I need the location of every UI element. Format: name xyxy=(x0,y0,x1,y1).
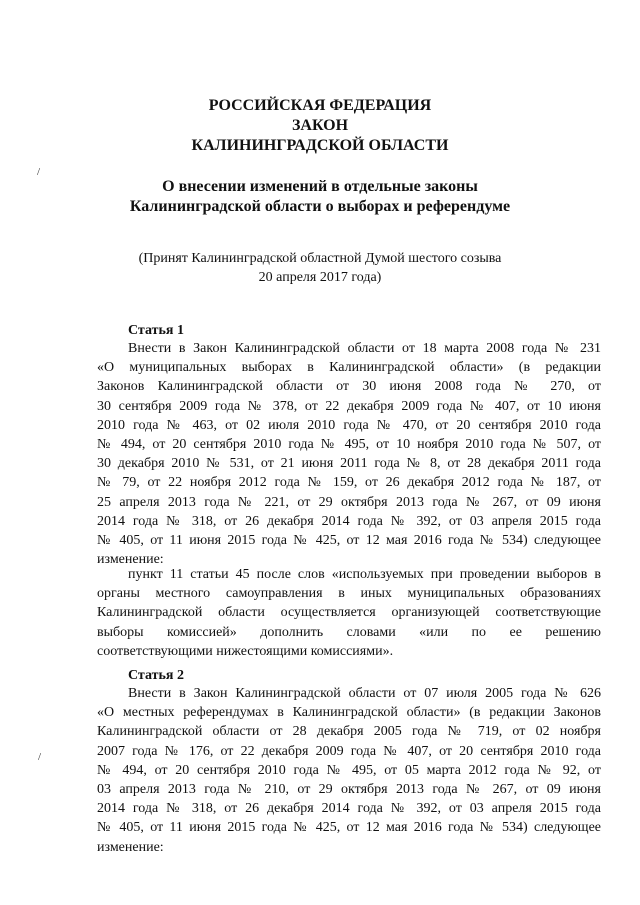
text-line: 30 сентября 2009 года № 378, от 22 декабря 2009 года № 407, от 10 июня xyxy=(97,398,601,414)
article-2-heading: Статья 2 xyxy=(128,668,184,683)
text-line: «О муниципальных выборах в Калининградской области» (в редакции xyxy=(97,360,601,376)
text-line: 2010 года № 463, от 02 июля 2010 года № 470, от 20 сентября 2010 года xyxy=(97,417,601,433)
title-line: Калининградской области о выборах и референдуме xyxy=(129,198,511,215)
document-title xyxy=(0,177,640,217)
text-line: 30 декабря 2010 № 531, от 21 июня 2011 года № 8, от 28 декабря 2011 года xyxy=(97,456,601,472)
document-header xyxy=(0,96,640,156)
text-line: Внести в Закон Калининградской области от 18 марта 2008 года № 231 xyxy=(128,341,601,356)
text-line: Законов Калининградской области от 30 июня 2008 года № 270, от xyxy=(97,379,601,395)
text-line: 2007 года № 176, от 22 декабря 2009 года № 407, от 20 сентября 2010 года xyxy=(97,743,601,759)
adoption-note xyxy=(0,249,640,287)
text-line: изменение: xyxy=(97,839,164,855)
text-line: выборы комиссией» дополнить словами «или по ее решению xyxy=(97,624,601,640)
adoption-line: 20 апреля 2017 года) xyxy=(258,270,382,285)
article-1-paragraph-1 xyxy=(97,339,601,569)
text-line: Калининградской области осуществляется организующей соответствующие xyxy=(97,605,601,621)
text-line: органы местного самоуправления в иных муниципальных образованиях xyxy=(97,586,601,602)
adoption-line: (Принят Калининградской областной Думой шестого созыва xyxy=(138,251,502,266)
title-line: О внесении изменений в отдельные законы xyxy=(162,178,478,195)
text-line: пункт 11 статьи 45 после слов «используемых при проведении выборов в xyxy=(128,567,601,582)
text-line: № 405, от 11 июня 2015 года № 425, от 12 мая 2016 года № 534) следующее xyxy=(97,820,601,836)
margin-mark: / xyxy=(38,751,42,763)
text-line: Калининградской области от 28 декабря 2005 года № 719, от 02 ноября xyxy=(97,724,601,740)
text-line: 2014 года № 318, от 26 декабря 2014 года № 392, от 03 апреля 2015 года xyxy=(97,513,601,529)
header-law: ЗАКОН xyxy=(291,117,349,134)
article-1-heading: Статья 1 xyxy=(128,323,184,338)
text-line: «О местных референдумах в Калининградской области» (в редакции Законов xyxy=(97,705,601,721)
article-2-paragraph-1 xyxy=(97,684,601,857)
text-line: изменение: xyxy=(97,552,164,568)
header-country: РОССИЙСКАЯ ФЕДЕРАЦИЯ xyxy=(208,97,432,114)
text-line: Внести в Закон Калининградской области от 07 июля 2005 года № 626 xyxy=(128,686,601,701)
text-line: 03 апреля 2013 года № 210, от 29 октября 2013 года № 267, от 09 июня xyxy=(97,781,601,797)
text-line: № 494, от 20 сентября 2010 года № 495, от 10 ноября 2010 года № 507, от xyxy=(97,436,601,452)
margin-mark: / xyxy=(37,166,41,178)
text-line: соответствующими нижестоящими комиссиями». xyxy=(97,643,394,659)
text-line: № 405, от 11 июня 2015 года № 425, от 12 мая 2016 года № 534) следующее xyxy=(97,532,601,548)
text-line: № 79, от 22 ноября 2012 года № 159, от 26 декабря 2012 года № 187, от xyxy=(97,475,601,491)
header-region: КАЛИНИНГРАДСКОЙ ОБЛАСТИ xyxy=(191,137,449,154)
text-line: 25 апреля 2013 года № 221, от 29 октября 2013 года № 267, от 09 июня xyxy=(97,494,601,510)
text-line: 2014 года № 318, от 26 декабря 2014 года № 392, от 03 апреля 2015 года xyxy=(97,801,601,817)
text-line: № 494, от 20 сентября 2010 года № 495, от 05 марта 2012 года № 92, от xyxy=(97,762,601,778)
article-1-paragraph-2 xyxy=(97,565,601,661)
